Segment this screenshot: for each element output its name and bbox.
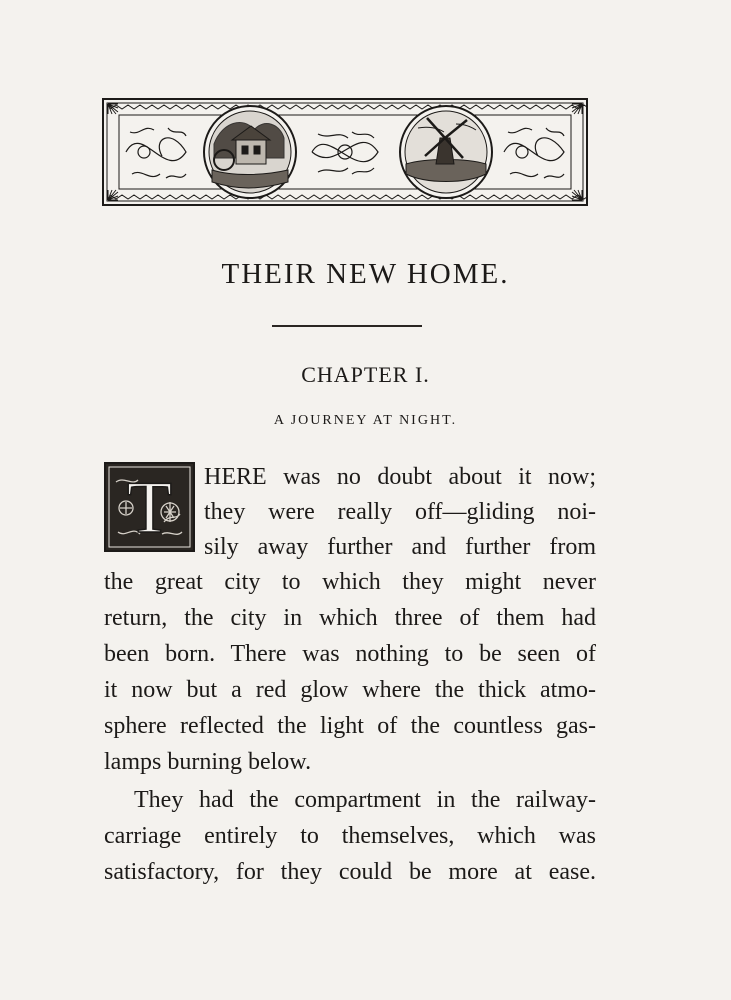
chapter-subtitle: A JOURNEY AT NIGHT. [273, 413, 458, 428]
text-line: lamps burning below. [104, 749, 312, 775]
text-line: they were really off—gliding noi- [204, 499, 596, 525]
chapter-heading: CHAPTER I. [301, 362, 430, 387]
title-rule [272, 325, 422, 327]
drop-cap-letter: T [126, 467, 173, 549]
decorative-drop-cap [104, 462, 195, 552]
text-line: return, the city in which three of them had [104, 605, 596, 631]
text-line: sily away further and further from [204, 534, 596, 560]
text-line: been born. There was nothing to be seen of [104, 641, 596, 667]
text-line: it now but a red glow where the thick atmo- [104, 677, 596, 703]
text-line: sphere reflected the light of the countless gas- [104, 713, 596, 739]
ornamental-headpiece [102, 98, 588, 206]
text-line: HERE was no doubt about it now; [204, 464, 596, 490]
text-line: the great city to which they might never [104, 569, 596, 595]
text-line: They had the compartment in the railway- [134, 787, 596, 813]
text-line: carriage entirely to themselves, which was [104, 823, 596, 849]
book-title: THEIR NEW HOME. [221, 258, 510, 290]
text-line: satisfactory, for they could be more at ease. [104, 859, 596, 885]
